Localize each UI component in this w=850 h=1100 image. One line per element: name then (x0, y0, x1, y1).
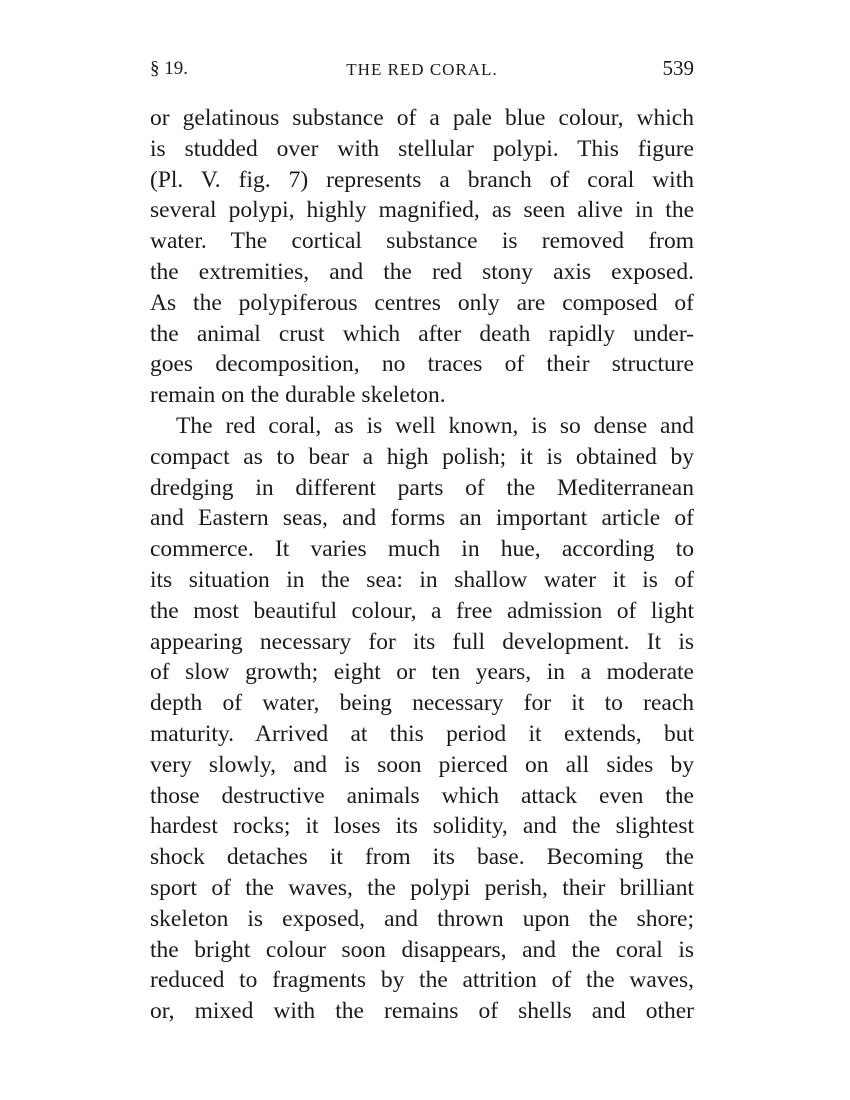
text-line: skeleton is exposed, and thrown upon the shore; (150, 905, 694, 932)
text-line: The red coral, as is well known, is so dense and (176, 412, 694, 439)
text-line: dredging in different parts of the Mediterranean (150, 474, 694, 501)
text-line: is studded over with stellular polypi. This figure (150, 135, 694, 162)
text-line: those destructive animals which attack even the (150, 782, 694, 809)
text-line: or gelatinous substance of a pale blue colour, which (150, 105, 694, 131)
text-line: of slow growth; eight or ten years, in a moderate (150, 659, 694, 686)
text-line: its situation in the sea: in shallow water it is of (150, 566, 694, 593)
paragraph-continued (150, 103, 694, 411)
text-line: water. The cortical substance is removed from (150, 228, 694, 255)
text-line: the most beautiful colour, a free admission of light (150, 597, 694, 624)
text-line: or, mixed with the remains of shells and other (150, 998, 694, 1025)
text-line: sport of the waves, the polypi perish, their brilliant (150, 874, 694, 901)
text-line: (Pl. V. fig. 7) represents a branch of coral with (150, 166, 694, 193)
text-line: As the polypiferous centres only are composed of (150, 289, 694, 316)
text-line: compact as to bear a high polish; it is obtained by (150, 443, 694, 470)
paragraph (150, 411, 694, 1027)
text-line: commerce. It varies much in hue, according to (150, 536, 694, 563)
text-line: hardest rocks; it loses its solidity, and the slightest (150, 813, 694, 840)
text-line: very slowly, and is soon pierced on all sides by (150, 751, 694, 778)
running-title: THE RED CORAL. (346, 60, 498, 79)
page-number: 539 (662, 56, 694, 80)
section-number: § 19. (150, 58, 188, 79)
text-line: several polypi, highly magnified, as seen alive in the (150, 197, 694, 224)
text-line: and Eastern seas, and forms an important article of (150, 505, 694, 532)
text-line: goes decomposition, no traces of their structure (150, 351, 694, 378)
text-line: appearing necessary for its full development. It is (150, 628, 694, 655)
text-line: depth of water, being necessary for it to reach (150, 690, 694, 717)
text-line: reduced to fragments by the attrition of the waves, (150, 967, 694, 994)
text-line: the bright colour soon disappears, and the coral is (150, 936, 694, 963)
text-line: remain on the durable skeleton. (150, 382, 446, 409)
body-text (150, 103, 694, 1027)
running-head (150, 58, 694, 88)
text-line: the animal crust which after death rapidly under- (150, 320, 694, 347)
text-line: the extremities, and the red stony axis exposed. (150, 258, 694, 285)
text-line: maturity. Arrived at this period it extends, but (150, 720, 694, 747)
text-line: shock detaches it from its base. Becoming the (150, 844, 694, 871)
